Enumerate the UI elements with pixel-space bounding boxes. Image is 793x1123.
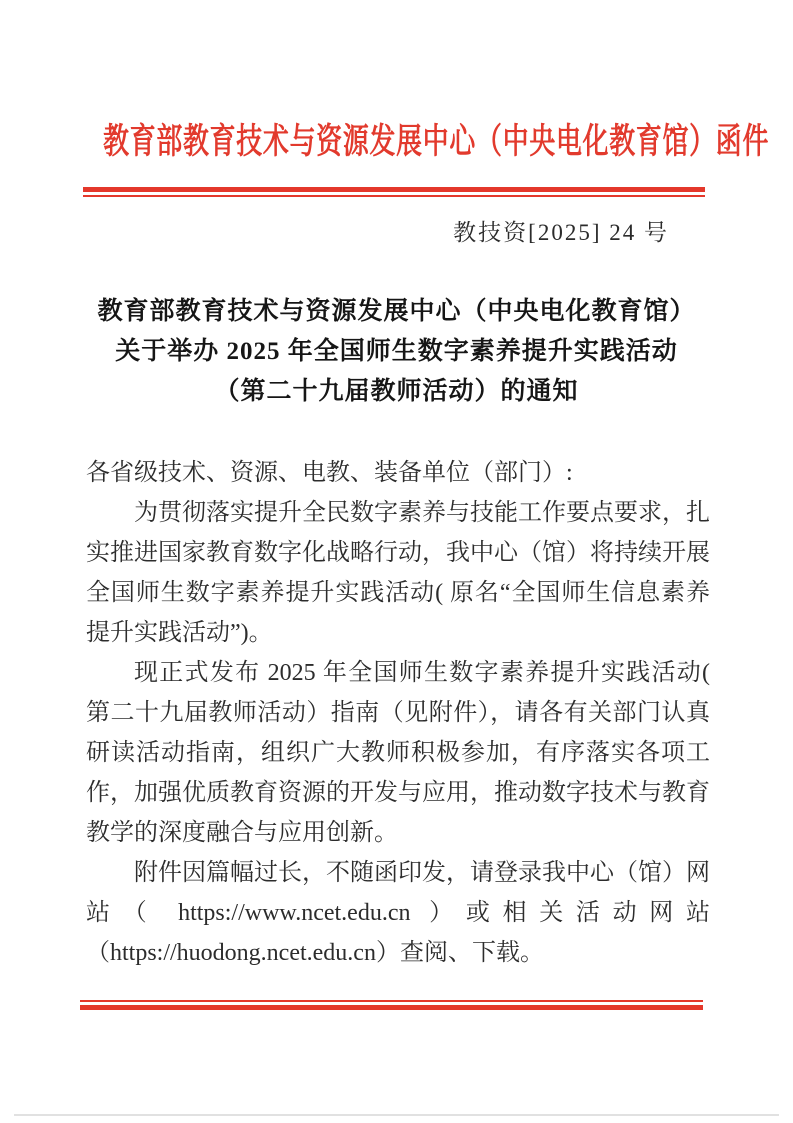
body-paragraph-1: 为贯彻落实提升全民数字素养与技能工作要点要求，扎实推进国家教育数字化战略行动，我中心（馆）将持续开展全国师生数字素养提升实践活动( 原名“全国师生信息素养提升实践活动”)。	[86, 500, 710, 646]
notice-title-line-1: 教育部教育技术与资源发展中心（中央电化教育馆）	[97, 298, 696, 325]
salutation: 各省级技术、资源、电教、装备单位（部门）:	[86, 460, 573, 486]
notice-title-line-2: 关于举办 2025 年全国师生数字素养提升实践活动	[115, 338, 678, 365]
page-edge-shadow	[14, 1114, 779, 1116]
document-number: 教技资[2025] 24 号	[453, 220, 669, 245]
letterhead-rule-bottom	[80, 1000, 703, 1010]
notice-title-line-3: （第二十九届教师活动）的通知	[214, 378, 579, 405]
letterhead-masthead: 教育部教育技术与资源发展中心（中央电化教育馆）函件	[103, 122, 770, 161]
rule-top-thin-bar	[83, 195, 705, 197]
body-paragraph-2: 现正式发布 2025 年全国师生数字素养提升实践活动( 第二十九届教师活动）指南（见附件），请各有关部门认真研读活动指南，组织广大教师积极参加，有序落实各项工作，加强优质教育资源的开发与应用，推动数字技术与教育教学的深度融合与应用创新。	[86, 660, 710, 846]
rule-bottom-thick-bar	[80, 1005, 703, 1010]
notice-title	[40, 292, 753, 412]
body-paragraph-3: 附件因篇幅过长，不随函印发，请登录我中心（馆）网站（ https://www.ncet.edu.cn ）或相关活动网站（https://huodong.ncet.edu.cn）查阅、下载。	[86, 860, 710, 966]
notice-body	[86, 453, 710, 973]
letterhead-rule-top	[83, 187, 705, 197]
